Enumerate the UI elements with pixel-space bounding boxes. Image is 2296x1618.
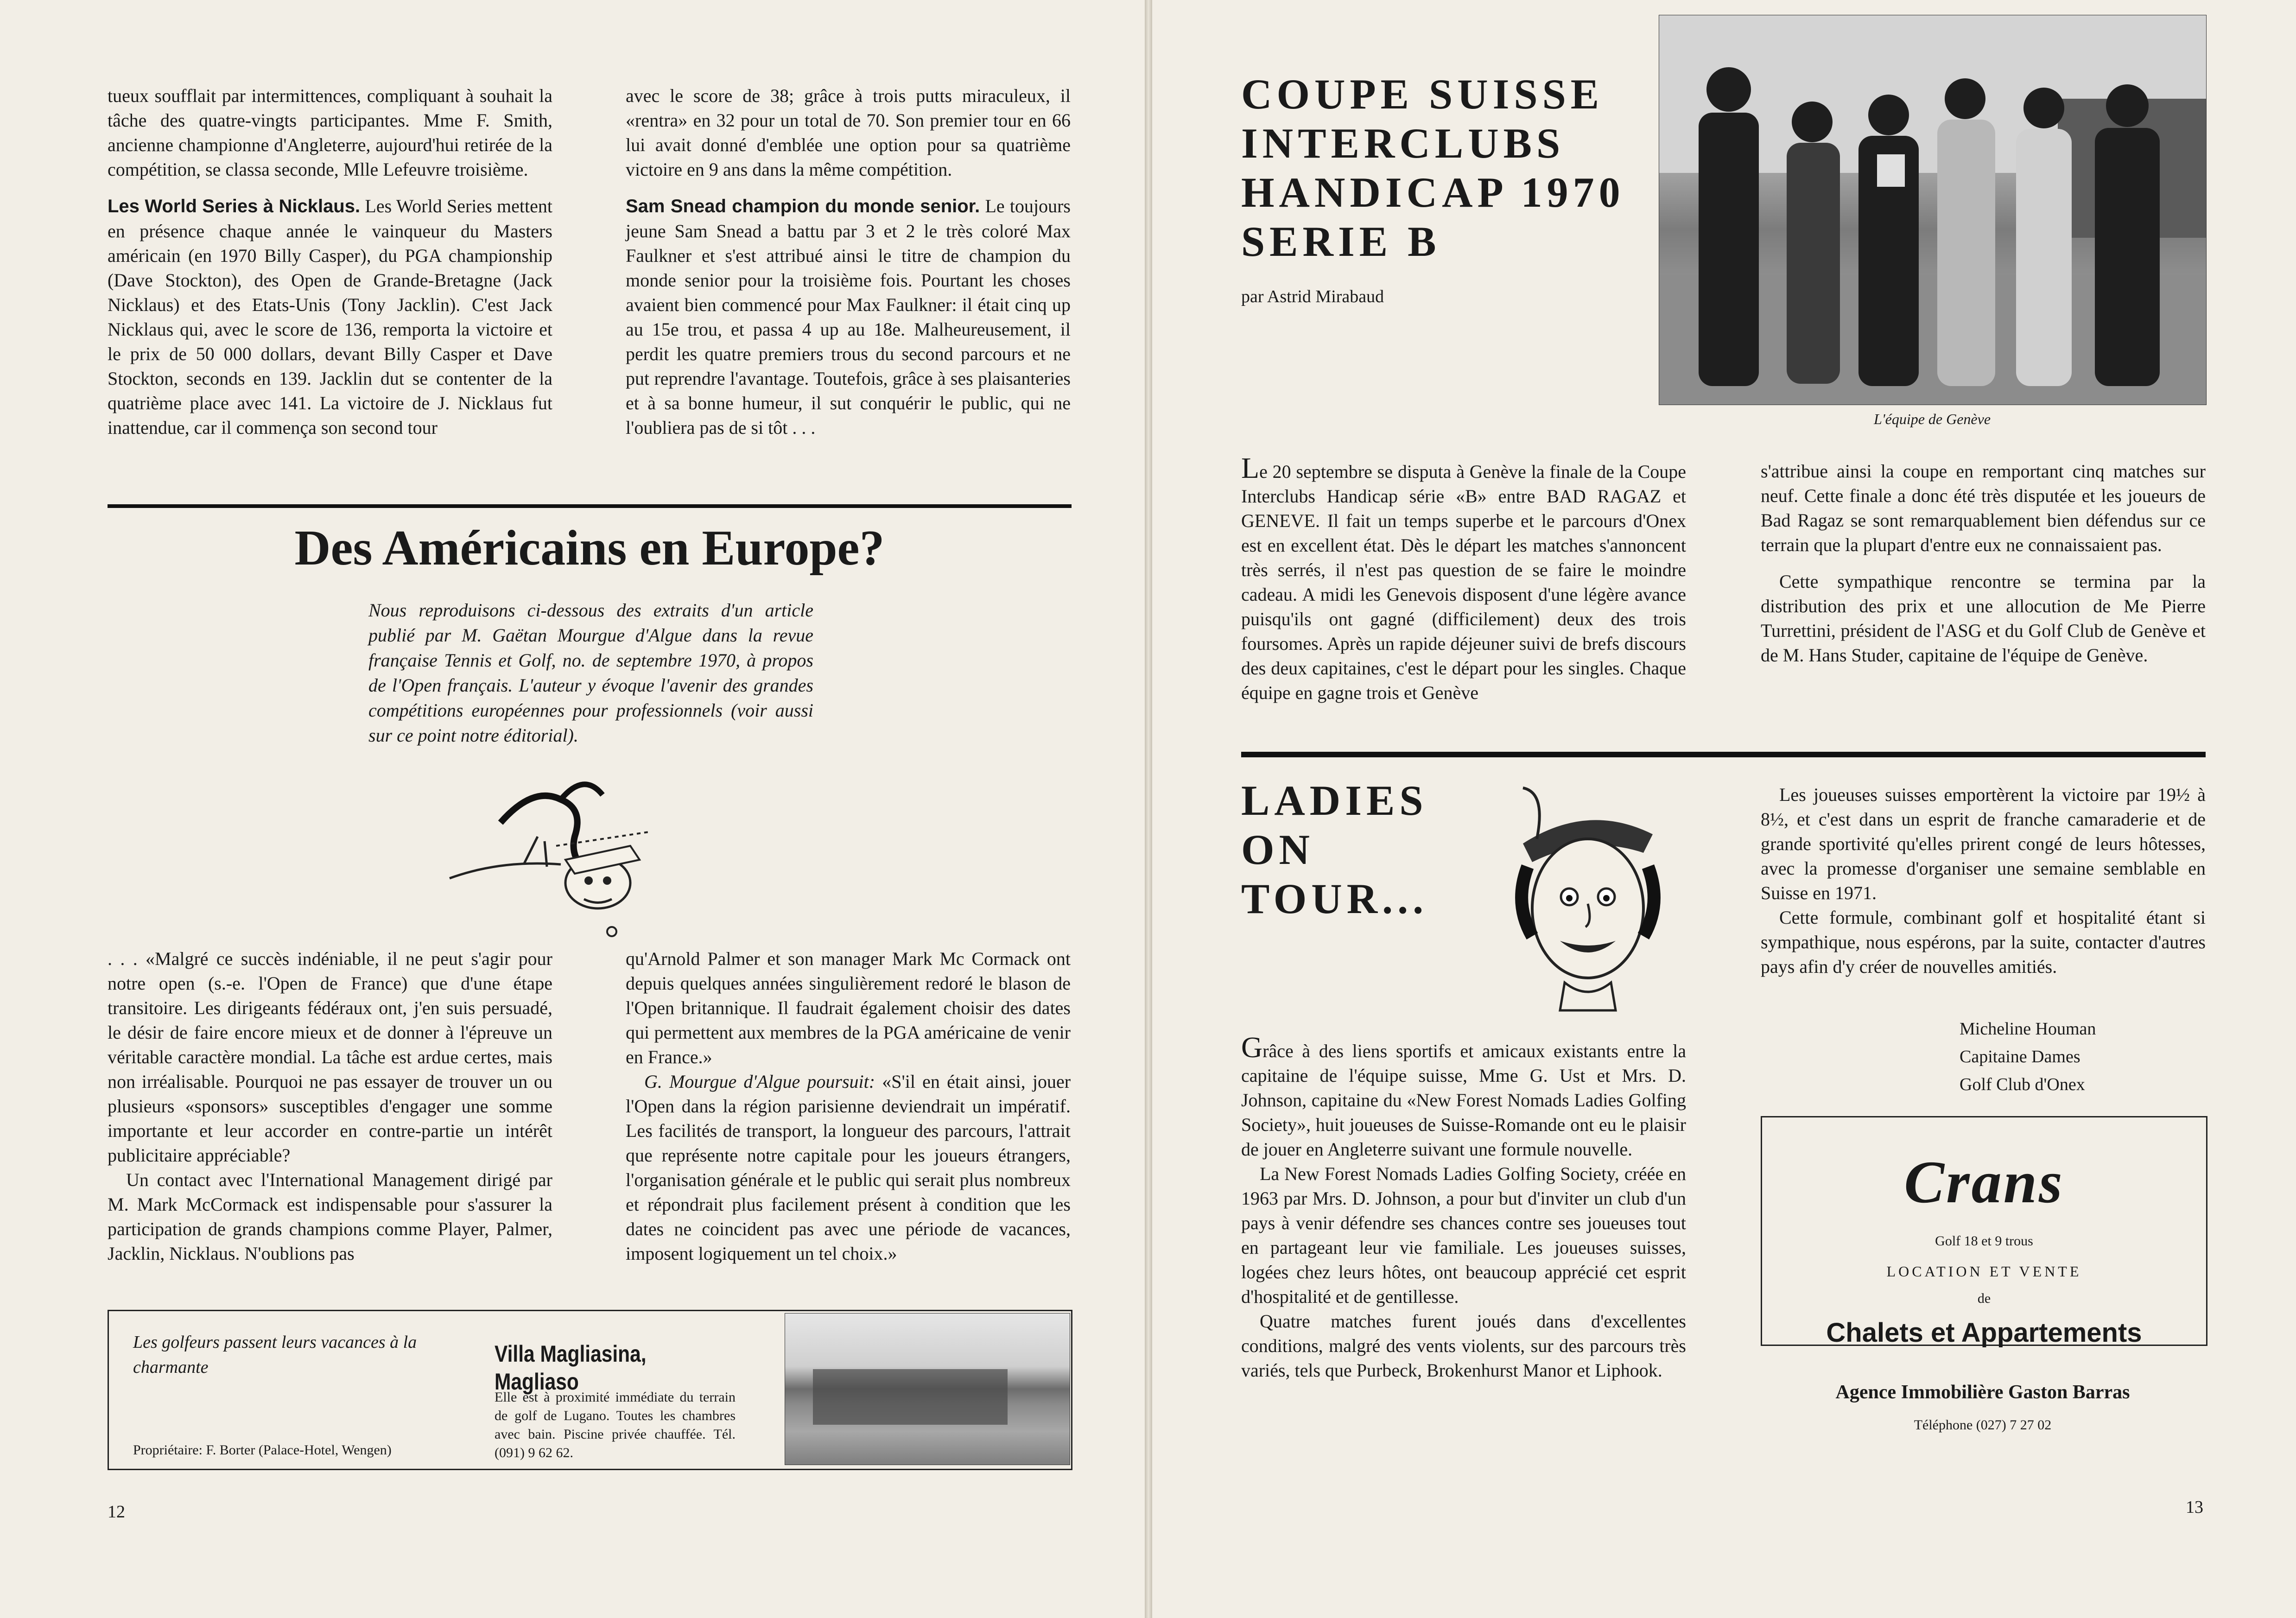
ladies-on-tour-title (1241, 776, 1473, 923)
article-col2-p2 (626, 1069, 1071, 1266)
ladies-col1-p1 (1241, 1031, 1686, 1161)
coupe-col1-text: e 20 septembre se disputa à Genève la finale de la Coupe Interclubs Handicap série «B» entre BAD RAGAZ et GENEVE. Il fait un temps superbe et le parcours d'Onex est en excellent état. Dès le départ les matches s'annoncent très serrés, il n'est pas question de se faire le moindre cadeau. A midi les Genevois disposent d'une légère avance puisqu'ils ont gagné (difficilement) deux des trois foursomes. Après un rapide déjeuner suivi de brefs discours des deux capitaines, c'est le départ pour les singles. Chaque équipe en gagne trois et Genève (1241, 461, 1686, 703)
villa-magliasina-ad (108, 1310, 1072, 1470)
villa-photo (785, 1313, 1070, 1465)
lady-golfer-caricature (1495, 783, 1681, 1015)
world-series-title: Les World Series à Nicklaus. (108, 196, 361, 216)
title-line-2: INTERCLUBS (1241, 120, 1565, 167)
left-page (0, 0, 1145, 1618)
snead-title: Sam Snead champion du monde senior. (626, 196, 980, 216)
article-col1-p2: Un contact avec l'International Management dirigé par M. Mark McCormack est indispensable pour s'assurer la participation de grands champions comme Player, Palmer, Jacklin, Nicklaus. N'oublions pas (108, 1169, 552, 1264)
coupe-col2-p1: s'attribue ainsi la coupe en remportant cinq matches sur neuf. Cette finale a donc été très disputée et les joueurs de Bad Ragaz se sont remarquablement bien défendus sur ce terrain que la plupart d'entre eux ne connaissaient pas. (1761, 461, 2206, 555)
ladies-column-1 (1241, 1031, 1686, 1383)
world-series-paragraph (108, 194, 552, 440)
villa-building-shape (813, 1369, 1008, 1425)
signature-role: Capitaine Dames (1960, 1047, 2080, 1066)
page-gutter (1145, 0, 1152, 1618)
coupe-drop-letter: L (1241, 451, 1260, 484)
ladies-col2-p2: Cette formule, combinant golf et hospitalité étant si sympathique, nous espérons, par la suite, contacter d'autres pays afin d'y créer de nouvelles amitiés. (1761, 907, 2206, 977)
title-line-1: COUPE SUISSE (1241, 70, 1604, 118)
crans-phone-line: Téléphone (027) 7 27 02 (1914, 1417, 2052, 1433)
ad-owner: Propriétaire: F. Borter (Palace-Hotel, Wengen) (133, 1442, 392, 1458)
signature-name: Micheline Houman (1960, 1019, 2096, 1039)
article-column-1 (108, 946, 552, 1266)
snead-text: Le toujours jeune Sam Snead a battu par 3 et 2 le très coloré Max Faulkner et s'est attribué ainsi le titre de champion du monde senior pour la troisième fois. Pourtant les choses avaient bien commencé pour Max Faulkner: il était cinq up au 15e trou, et passa 4 up au 18e. Malheureusement, il perdit les quatre premiers trous du second parcours et ne put reprendre l'avantage. Toutefois, grâce à ses plaisanteries et à sa bonne humeur, il sut conquérir le public, qui ne l'oubliera pas de si tôt . . . (626, 196, 1071, 438)
article-col2-p2-lead: G. Mourgue d'Algue poursuit: (644, 1071, 875, 1092)
right-page (1152, 0, 2296, 1618)
smith-paragraph: tueux soufflait par intermittences, compliquant à souhait la tâche des quatre-vingts participantes. Mme F. Smith, ancienne championne d'Angleterre, aujourd'hui retirée de la compétition, se classa seconde, Mlle Lefeuvre troisième. (108, 85, 552, 180)
coupe-col1-paragraph (1241, 451, 1686, 705)
byline: par Astrid Mirabaud (1241, 287, 1384, 306)
ladies-col1-p2: La New Forest Nomads Ladies Golfing Society, créée en 1963 par Mrs. D. Johnson, a pour but d'inviter un club d'un pays à venir défendre ses chances contre ses joueuses tout en partageant leur vie familiale. Les joueuses suisses, logées chez leurs hôtes, ont beaucoup apprécié cet esprit d'hospitalité et de gentillesse. (1241, 1163, 1686, 1307)
team-silhouettes (1659, 15, 2206, 405)
article-col1-p1: . . . «Malgré ce succès indéniable, il ne peut s'agir pour notre open (s.-e. l'Open de France) que d'une étape transitoire. Les dirigeants fédéraux ont, j'en suis persuadé, le désir de faire encore mieux et de donner à l'épreuve un véritable caractère mondial. La tâche est ardue certes, mais non irréalisable. Pourquoi ne pas essayer de trouver un ou plusieurs «sponsors» susceptibles d'engager une somme importante et leur accorder en contre-partie un intérêt publicitaire appréciable? (108, 948, 552, 1166)
photo-caption: L'équipe de Genève (1873, 411, 1991, 427)
crans-chalets-line: Chalets et Appartements (1826, 1318, 2142, 1348)
ad-tagline: Les golfeurs passent leurs vacances à la charmante (133, 1332, 417, 1377)
ladies-col1-p1-text: râce à des liens sportifs et amicaux existants entre la capitaine de l'équipe suisse, Mme G. Ust et Mrs. D. Johnson, capitaine du «New Forest Nomads Ladies Golfing Society», huit joueuses de Suisse-Romande ont eu le plaisir de jouer en Angleterre suivant une formule nouvelle. (1241, 1041, 1686, 1160)
page-number-left: 12 (108, 1502, 125, 1522)
article-column-2 (626, 946, 1071, 1266)
article-col2-p1: qu'Arnold Palmer et son manager Mark Mc Cormack ont depuis quelques années singulièrement redoré le blason de l'Open britannique. Il faudrait également choisir des dates qui permettent aux membres de la PGA américaine de venir en France.» (626, 948, 1071, 1067)
ad-description: Elle est à proximité immédiate du terrain de golf de Lugano. Toutes les chambres avec bain. Piscine privée chauffée. Tél. (091) 9 62 62. (495, 1390, 736, 1460)
ladies-col1-p3: Quatre matches furent joués dans d'excellentes conditions, malgré des vents violents, sur des parcours très variés, tels que Purbeck, Brokenhurst Manor et Liphook. (1241, 1311, 1686, 1381)
americains-headline: Des Américains en Europe? (294, 520, 885, 576)
ladies-col2-p1: Les joueuses suisses emportèrent la victoire par 19½ à 8½, et c'est dans un esprit de franche camaraderie et de grande sportivité qu'elles prirent congé de leurs hôtesses, avec la promesse d'organiser une semaine semblable en Suisse en 1971. (1761, 784, 2206, 903)
article-col2-p2-text: «S'il en était ainsi, jouer l'Open dans la région parisienne deviendrait un impératif. Les facilités de transport, la longueur des parcours, l'attrait que représente notre capitale pour les joueurs étrangers, l'organisation générale et le public qui serait plus nombreux et répondrait plus facilement présent à condition que les dates ne coincident pas avec une période de vacances, imposent logiquement un tel choix.» (626, 1071, 1071, 1264)
crans-logo: Crans (1904, 1149, 2064, 1216)
page-number-right: 13 (2186, 1497, 2203, 1517)
ladies-divider (1241, 752, 2206, 757)
snead-column (626, 83, 1071, 440)
coupe-col2-p2: Cette sympathique rencontre se termina par la distribution des prix et une allocution de Me Pierre Turrettini, président de l'ASG et du Golf Club de Genève et de M. Hans Studer, capitaine de l'équipe de Genève. (1761, 571, 2206, 666)
signature-block (1960, 1015, 2096, 1098)
crans-location-line: LOCATION ET VENTE (1886, 1263, 2082, 1280)
section-divider (108, 504, 1072, 508)
ladies-line-2: ON (1241, 826, 1314, 873)
nicklaus-continued: avec le score de 38; grâce à trois putts miraculeux, il «rentra» en 32 pour un total de 70. Son premier tour en 66 lui avait donné d'emblée une option pour sa quatrième victoire en 9 ans dans la même compétition. (626, 85, 1071, 180)
golfer-cartoon-illustration (445, 767, 686, 948)
crans-agency-line: Agence Immobilière Gaston Barras (1835, 1382, 2130, 1403)
crans-golf-line: Golf 18 et 9 trous (1935, 1233, 2033, 1249)
title-line-3: HANDICAP 1970 (1241, 169, 1625, 216)
ladies-line-1: LADIES (1241, 777, 1428, 824)
ad-villa-name: Villa Magliasina, Magliaso (495, 1341, 647, 1395)
ladies-drop-letter: G (1241, 1031, 1263, 1064)
article-intro: Nous reproduisons ci-dessous des extraits d'un article publié par M. Gaëtan Mourgue d'Algue dans la revue française Tennis et Golf, no. de septembre 1970, à propos de l'Open français. L'auteur y évoque l'avenir des grandes compétitions européennes pour professionnels (voir aussi sur ce point notre éditorial). (368, 600, 813, 746)
ladies-line-3: TOUR... (1241, 875, 1428, 922)
crans-ad (1761, 1116, 2207, 1346)
coupe-column-2 (1761, 459, 2206, 667)
world-series-text: Les World Series mettent en présence chaque année le vainqueur du Masters américain (en 1970 Billy Casper), du PGA championship (Dave Stockton), des Open de Grande-Bretagne (Jack Nicklaus) et des Etats-Unis (Tony Jacklin). C'est Jack Nicklaus qui, avec le score de 136, remporta la victoire et le prix de 50 000 dollars, devant Billy Casper et Dave Stockton, seconds en 139. Jacklin dut se contenter de la quatrième place avec 141. La victoire de J. Nicklaus fut inattendue, car il commença son second tour (108, 196, 553, 438)
title-line-4: SERIE B (1241, 218, 1441, 265)
ladies-column-2 (1761, 782, 2206, 979)
signature-club: Golf Club d'Onex (1960, 1075, 2085, 1094)
team-geneve-photo (1659, 15, 2207, 405)
world-series-column (108, 83, 552, 440)
coupe-column-1 (1241, 451, 1686, 705)
crans-de-line: de (1977, 1291, 1991, 1306)
coupe-suisse-title (1241, 70, 1658, 266)
snead-paragraph (626, 194, 1071, 440)
